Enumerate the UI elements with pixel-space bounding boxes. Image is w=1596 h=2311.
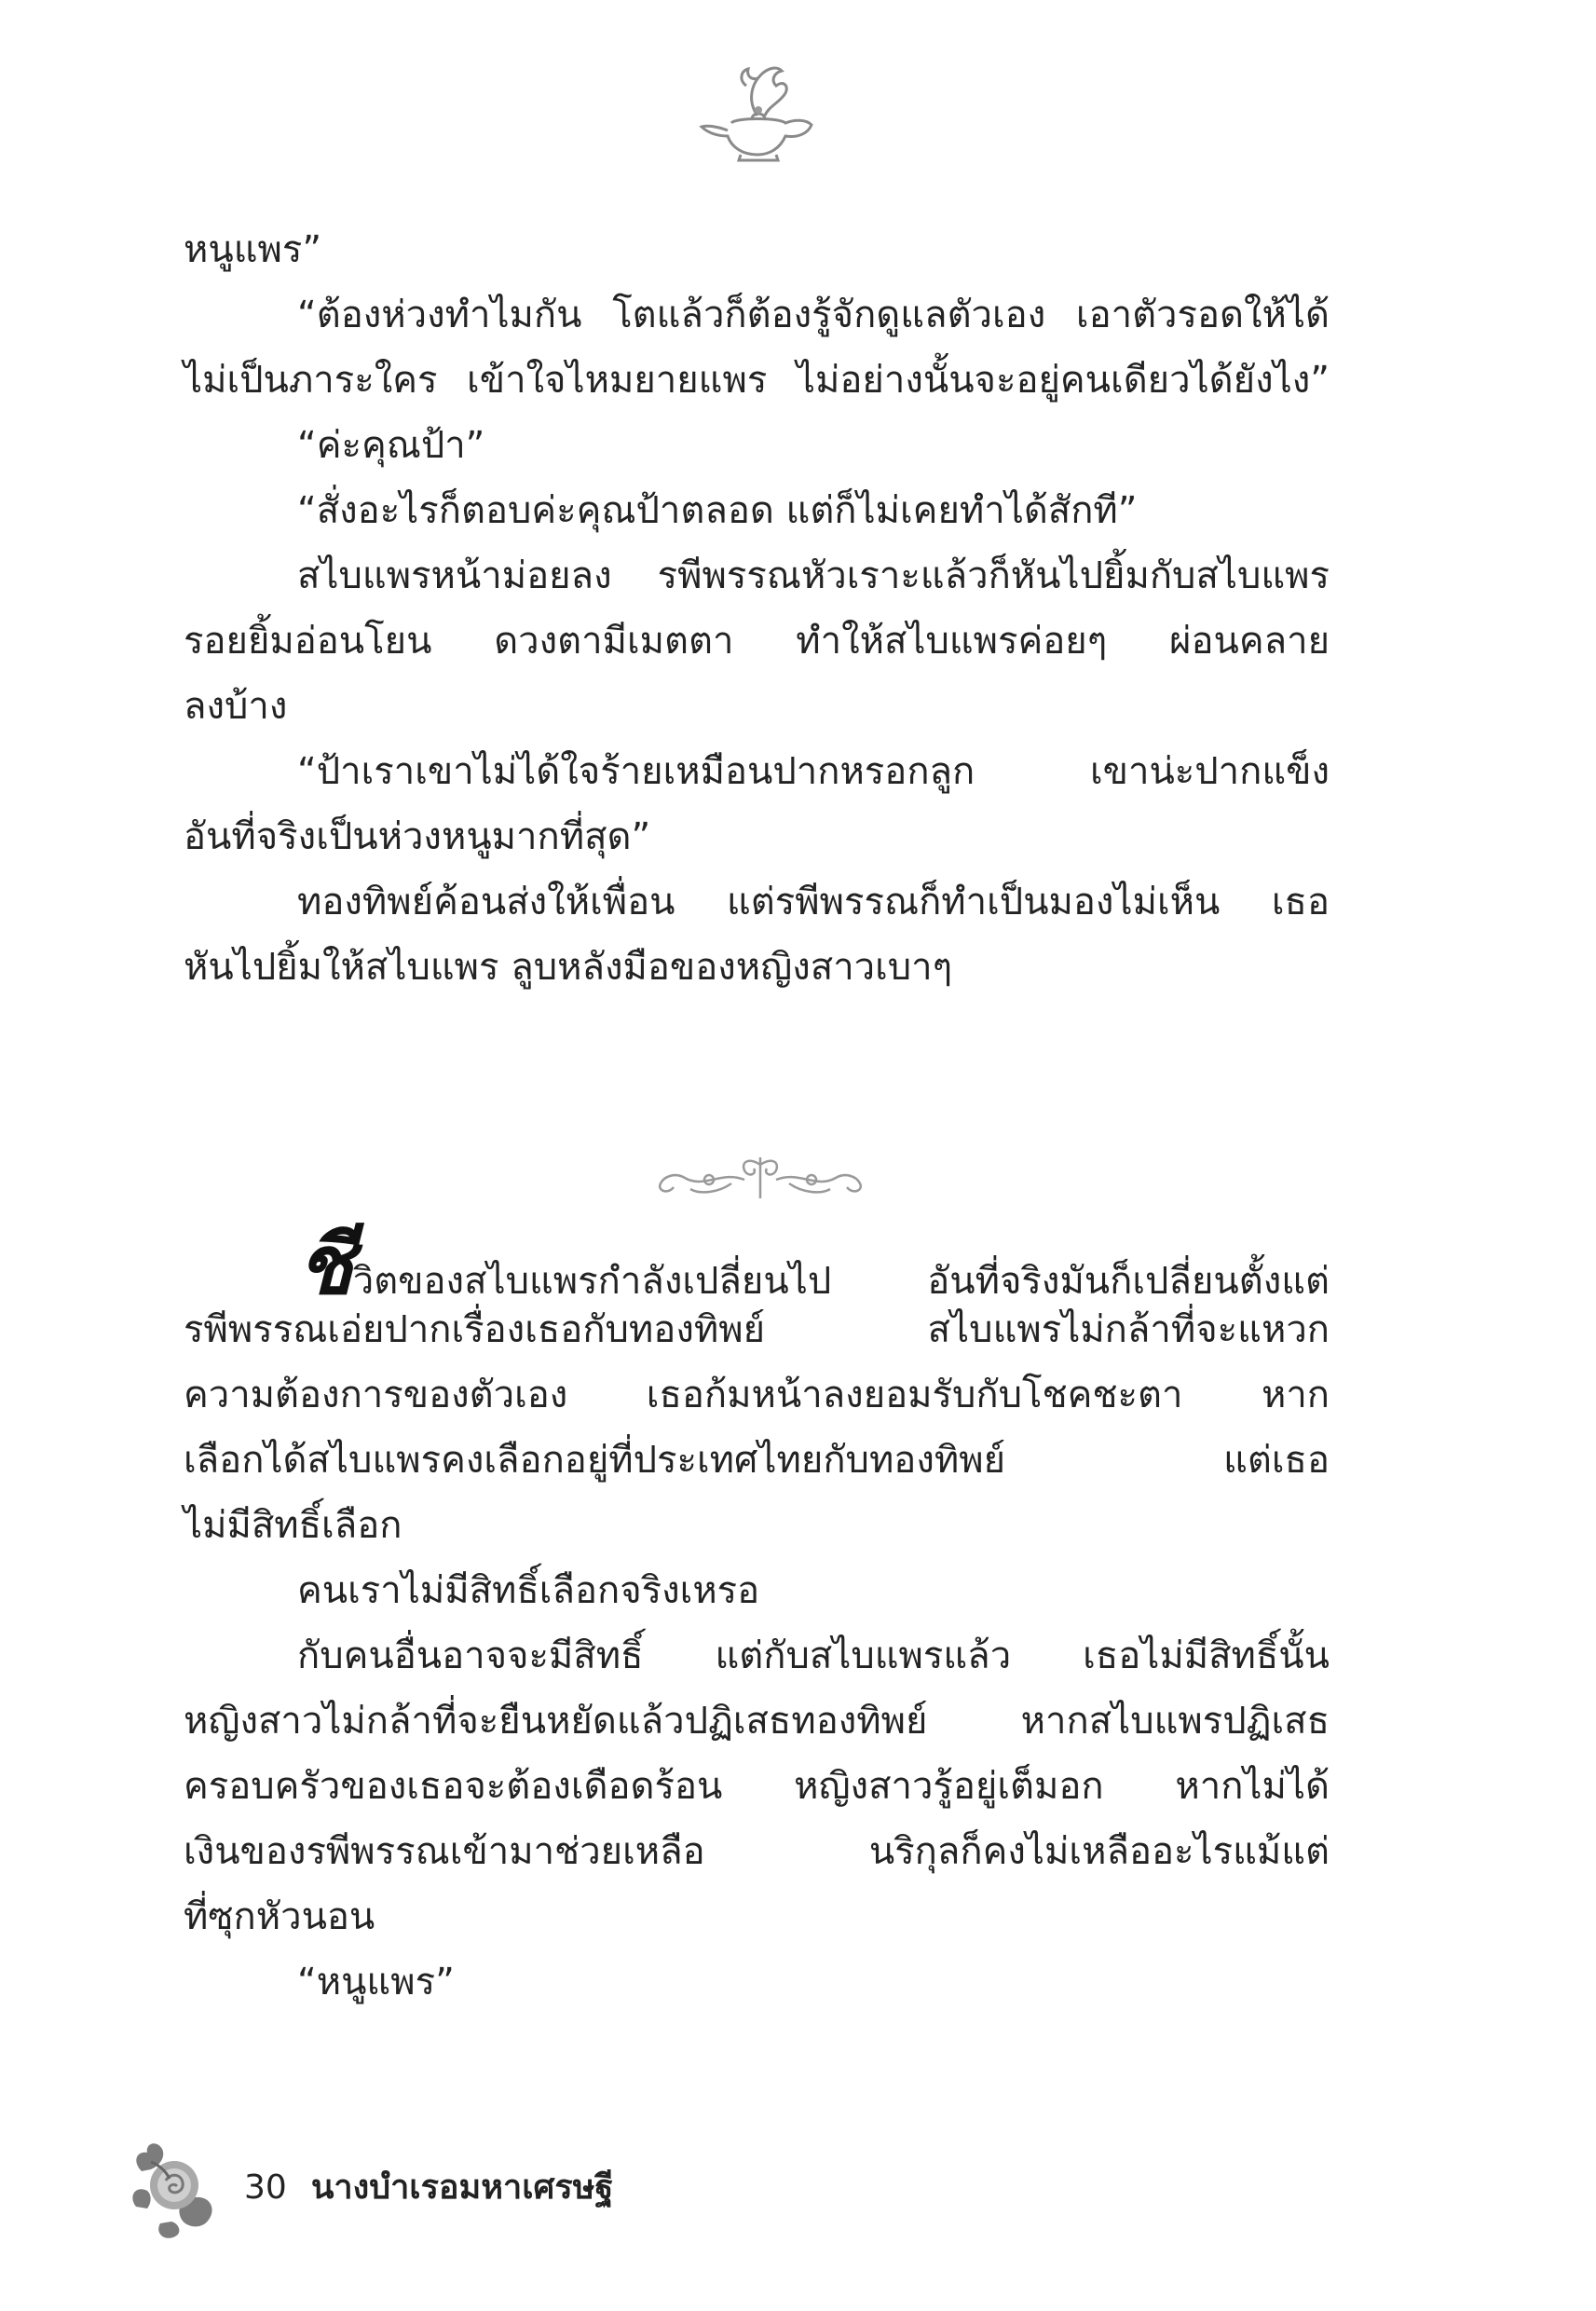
rose-footer-ornament-icon bbox=[123, 2134, 225, 2246]
chapter-first-line bbox=[184, 1216, 1330, 1313]
text-line: หญิงสาวไม่กล้าที่จะยืนหยัดแล้วปฏิเสธทองทิพย์ หากสไบแพรปฏิเสธ bbox=[184, 1700, 1330, 1743]
magic-lamp-ornament-icon bbox=[692, 58, 823, 165]
text-line: เลือกได้สไบแพรคงเลือกอยู่ที่ประเทศไทยกับทองทิพย์ แต่เธอ bbox=[184, 1439, 1330, 1482]
text-line: หนูแพร” bbox=[184, 228, 322, 271]
book-title: นางบำเรอมหาเศรษฐี bbox=[310, 2168, 614, 2207]
text-line: “ค่ะคุณป้า” bbox=[297, 424, 485, 467]
text-line: เงินของรพีพรรณเข้ามาช่วยเหลือ นริกุลก็คงไม่เหลืออะไรแม้แต่ bbox=[184, 1830, 1330, 1873]
first-line-text: วิตของสไบแพรกำลังเปลี่ยนไป อันที่จริงมันก็เปลี่ยนตั้งแต่ bbox=[352, 1260, 1330, 1303]
text-line: ความต้องการของตัวเอง เธอก้มหน้าลงยอมรับกับโชคชะตา หาก bbox=[184, 1374, 1330, 1416]
text-line: “ป้าเราเขาไม่ได้ใจร้ายเหมือนปากหรอกลูก เขาน่ะปากแข็ง bbox=[297, 750, 1330, 793]
text-line: กับคนอื่นอาจจะมีสิทธิ์ แต่กับสไบแพรแล้ว เธอไม่มีสิทธิ์นั้น bbox=[297, 1634, 1330, 1677]
text-line: “สั่งอะไรก็ตอบค่ะคุณป้าตลอด แต่ก็ไม่เคยทำได้สักที” bbox=[297, 489, 1138, 532]
text-line: “ต้องห่วงทำไมกัน โตแล้วก็ต้องรู้จักดูแลตัวเอง เอาตัวรอดให้ได้ bbox=[297, 294, 1330, 336]
text-line: ไม่เป็นภาระใคร เข้าใจไหมยายแพร ไม่อย่างนั้นจะอยู่คนเดียวได้ยังไง” bbox=[184, 359, 1330, 402]
page-number: 30 bbox=[244, 2168, 287, 2207]
text-line: ลงบ้าง bbox=[184, 685, 288, 728]
text-line: ที่ซุกหัวนอน bbox=[184, 1895, 375, 1938]
drop-cap: ชี bbox=[297, 1216, 353, 1313]
text-line: หันไปยิ้มให้สไบแพร ลูบหลังมือของหญิงสาวเบาๆ bbox=[184, 946, 953, 989]
body-text-bottom bbox=[184, 1216, 1330, 2015]
text-line: อันที่จริงเป็นห่วงหนูมากที่สุด” bbox=[184, 815, 651, 858]
text-line: รอยยิ้มอ่อนโยน ดวงตามีเมตตา ทำให้สไบแพรค่อยๆ ผ่อนคลาย bbox=[184, 620, 1330, 663]
text-line: สไบแพรหน้าม่อยลง รพีพรรณหัวเราะแล้วก็หันไปยิ้มกับสไบแพร bbox=[297, 554, 1330, 597]
section-divider-ornament-icon bbox=[648, 1152, 873, 1204]
text-line: ไม่มีสิทธิ์เลือก bbox=[184, 1504, 402, 1547]
page-footer bbox=[244, 2160, 613, 2213]
body-text-top bbox=[184, 217, 1330, 1000]
text-line: รพีพรรณเอ่ยปากเรื่องเธอกับทองทิพย์ สไบแพรไม่กล้าที่จะแหวก bbox=[184, 1308, 1330, 1351]
text-line: ครอบครัวของเธอจะต้องเดือดร้อน หญิงสาวรู้อยู่เต็มอก หากไม่ได้ bbox=[184, 1765, 1330, 1808]
text-line: ทองทิพย์ค้อนส่งให้เพื่อน แต่รพีพรรณก็ทำเป็นมองไม่เห็น เธอ bbox=[297, 881, 1330, 923]
text-line: “หนูแพร” bbox=[297, 1961, 455, 2003]
text-line: คนเราไม่มีสิทธิ์เลือกจริงเหรอ bbox=[297, 1569, 760, 1612]
